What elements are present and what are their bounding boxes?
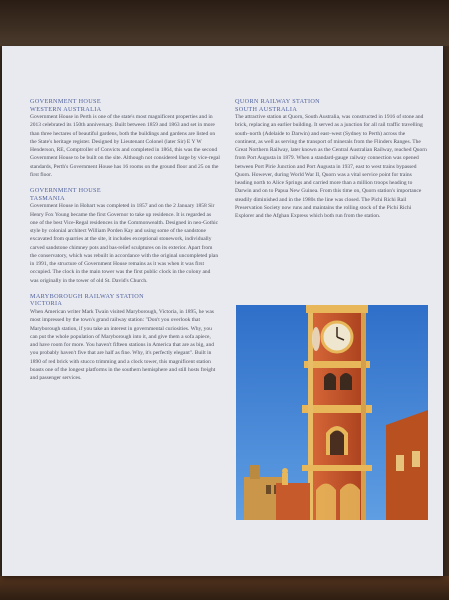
- section-body: Government House in Hobart was completed in 1857 and on the 2 January 1858 Sir Henry Fox Young became the first Governor to take up residence. It is regarded as one of the best Vice-Regal residences in the Commonwealth. Designed in neo-Gothic style by colonial architect William Porden Kay and using some of the sandstone excavated from quarries at the site, it includes exceptional stonework, individually carved sandstone chimney pots and bas-relief sculptures on its exterior. Apart from the conservatory, which was rebuilt in accordance with the original uncompleted plan in 1991, the structure of Government House remains as it was when it was first occupied. The clock in the main tower was the first public clock in the colony and was originally in the tower of old St. David's Church.: [30, 203, 219, 284]
- heading-subline: VICTORIA: [30, 300, 63, 308]
- clock-tower-photo: [236, 305, 428, 520]
- heading-line: GOVERNMENT HOUSE: [30, 98, 101, 105]
- heading-subline: TASMANIA: [30, 194, 65, 202]
- heading-line: QUORN RAILWAY STATION: [235, 98, 320, 105]
- section-tas-government-house: [30, 187, 220, 285]
- section-heading: [30, 187, 220, 202]
- clock-tower-illustration: [236, 305, 428, 520]
- section-heading: [30, 293, 220, 308]
- right-column: [235, 98, 427, 228]
- arched-window: [324, 373, 336, 390]
- background-bottom: [0, 576, 449, 600]
- section-body: When American writer Mark Twain visited Maryborough, Victoria, in 1895, he was most impressed by the town's grand railway station: "Don't you overlook that Maryborough station, if you take an interest in governmental curiosities. Why, you can put the whole population of Maryborough into it, and give them a sofa apiece, and have room for more. You haven't fifteen stations in America that are as big, and you probably haven't five that are half as fine. Why, it's perfectly elegant". Built in 1890 of red brick with stucco trimming and a clock tower, this magnificent station boasts one of the longest platforms in the southern hemisphere and still hosts freight and passenger services.: [30, 309, 216, 382]
- arched-window: [340, 373, 352, 390]
- section-maryborough-station: [30, 293, 220, 382]
- section-heading: [235, 98, 427, 113]
- right-wing: [386, 410, 428, 520]
- heading-subline: SOUTH AUSTRALIA: [235, 105, 298, 113]
- section-heading: [30, 98, 220, 113]
- section-body: Government House in Perth is one of the state's most magnificent properties and in 2013 celebrated its 150th anniversary. Built between 1859 and 1863 and set in more than three hectares of beautiful gardens, both the buildings and gardens are listed on the State's heritage register. Designed by Lieutenant Colonel (later Sir) E Y W Henderson, RE, Comptroller of Convicts and completed in 1864, this was the second Government House to be built on the site. Although not considered large by vice-regal standards, Perth's Government House has 16 rooms on the ground floor and 25 on the first floor.: [30, 114, 220, 178]
- left-column: [30, 98, 220, 390]
- heading-subline: WESTERN AUSTRALIA: [30, 105, 102, 113]
- heading-line: MARYBOROUGH RAILWAY STATION: [30, 292, 144, 300]
- section-body: The attractive station at Quorn, South Australia, was constructed in 1916 of stone and brick, replacing an earlier building. It served as a junction for all rail traffic travelling south–north (Adelaide to Darwin) and east–west (Sydney to Perth) across the continent, as well as serving the transport of minerals from the Flinders Ranges. The Great Northern Railway, later known as the Central Australian Railway, reached Quorn from Port Augusta in 1879. When a standard-gauge railway connection was opened between Port Pirie Junction and Port Augusta in 1937, east to west trains bypassed Quorn. However, during World War II, Quorn was a vital service point for trains heading north to Alice Springs and carried more than a million troops heading to Darwin and on to Papua New Guinea. From this time on, Quorn station's importance steadily diminished and in the 1980s the line was closed. The Pichi Richi Rail Preservation Society now runs and maintains the rolling stock of the Pichi Richi Explorer and the Afghan Express which both run from the station.: [235, 114, 427, 220]
- section-wa-government-house: [30, 98, 220, 179]
- low-building-turret: [250, 465, 260, 479]
- heading-line: GOVERNMENT HOUSE: [30, 187, 101, 195]
- section-quorn-station: [235, 98, 427, 220]
- background-top: [0, 0, 449, 46]
